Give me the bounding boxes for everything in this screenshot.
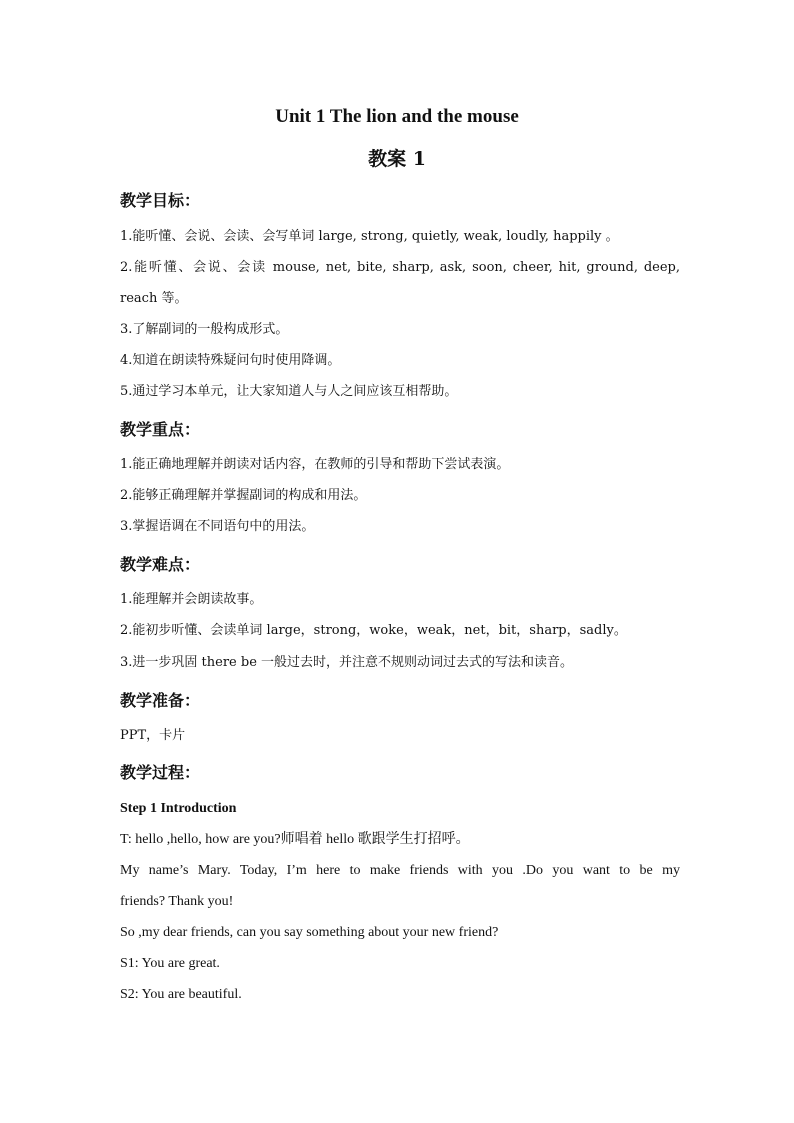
key-point-item: 3.掌握语调在不同语句中的用法。 [120,519,315,534]
document-subtitle: 教案 1 [368,148,426,170]
step-title: Step 1 Introduction [120,801,237,816]
process-line-continued: friends? Thank you! [120,894,234,909]
document-title: Unit 1 The lion and the mouse [275,106,519,127]
process-line: So ,my dear friends, can you say something about your new friend? [120,925,499,940]
difficulty-item: 2.能初步听懂、会读单词 large，strong，woke，weak，net，bit，sharp，sadly。 [120,623,627,638]
objective-item: 1.能听懂、会说、会读、会写单词 large, strong, quietly, weak, loudly, happily 。 [120,229,619,244]
objective-item: 4.知道在朗读特殊疑问句时使用降调。 [120,353,341,368]
process-line: S1: You are great. [120,956,220,971]
objectives-heading: 教学目标： [120,191,201,210]
key-points-heading: 教学重点： [120,420,201,439]
process-line: My name’s Mary. Today, I’m here to make friends with you .Do you want to be my [120,863,680,878]
objective-item-continued: reach 等。 [120,291,188,306]
difficulty-item: 1.能理解并会朗读故事。 [120,592,263,607]
difficulty-item: 3.进一步巩固 there be 一般过去时，并注意不规则动词过去式的写法和读音。 [120,655,574,670]
key-point-item: 2.能够正确理解并掌握副词的构成和用法。 [120,488,367,503]
preparation-item: PPT，卡片 [120,728,186,743]
objective-item: 5.通过学习本单元，让大家知道人与人之间应该互相帮助。 [120,384,458,399]
objective-item: 2.能听懂、会说、会读 mouse, net, bite, sharp, ask, soon, cheer, hit, ground, deep, [120,260,680,275]
objective-item: 3.了解副词的一般构成形式。 [120,322,289,337]
process-heading: 教学过程： [120,763,201,782]
key-point-item: 1.能正确地理解并朗读对话内容，在教师的引导和帮助下尝试表演。 [120,457,510,472]
process-line: S2: You are beautiful. [120,987,242,1002]
difficulties-heading: 教学难点： [120,555,201,574]
preparation-heading: 教学准备： [120,691,201,710]
process-line: T: hello ,hello, how are you?师唱着 hello 歌跟学生打招呼。 [120,832,470,847]
